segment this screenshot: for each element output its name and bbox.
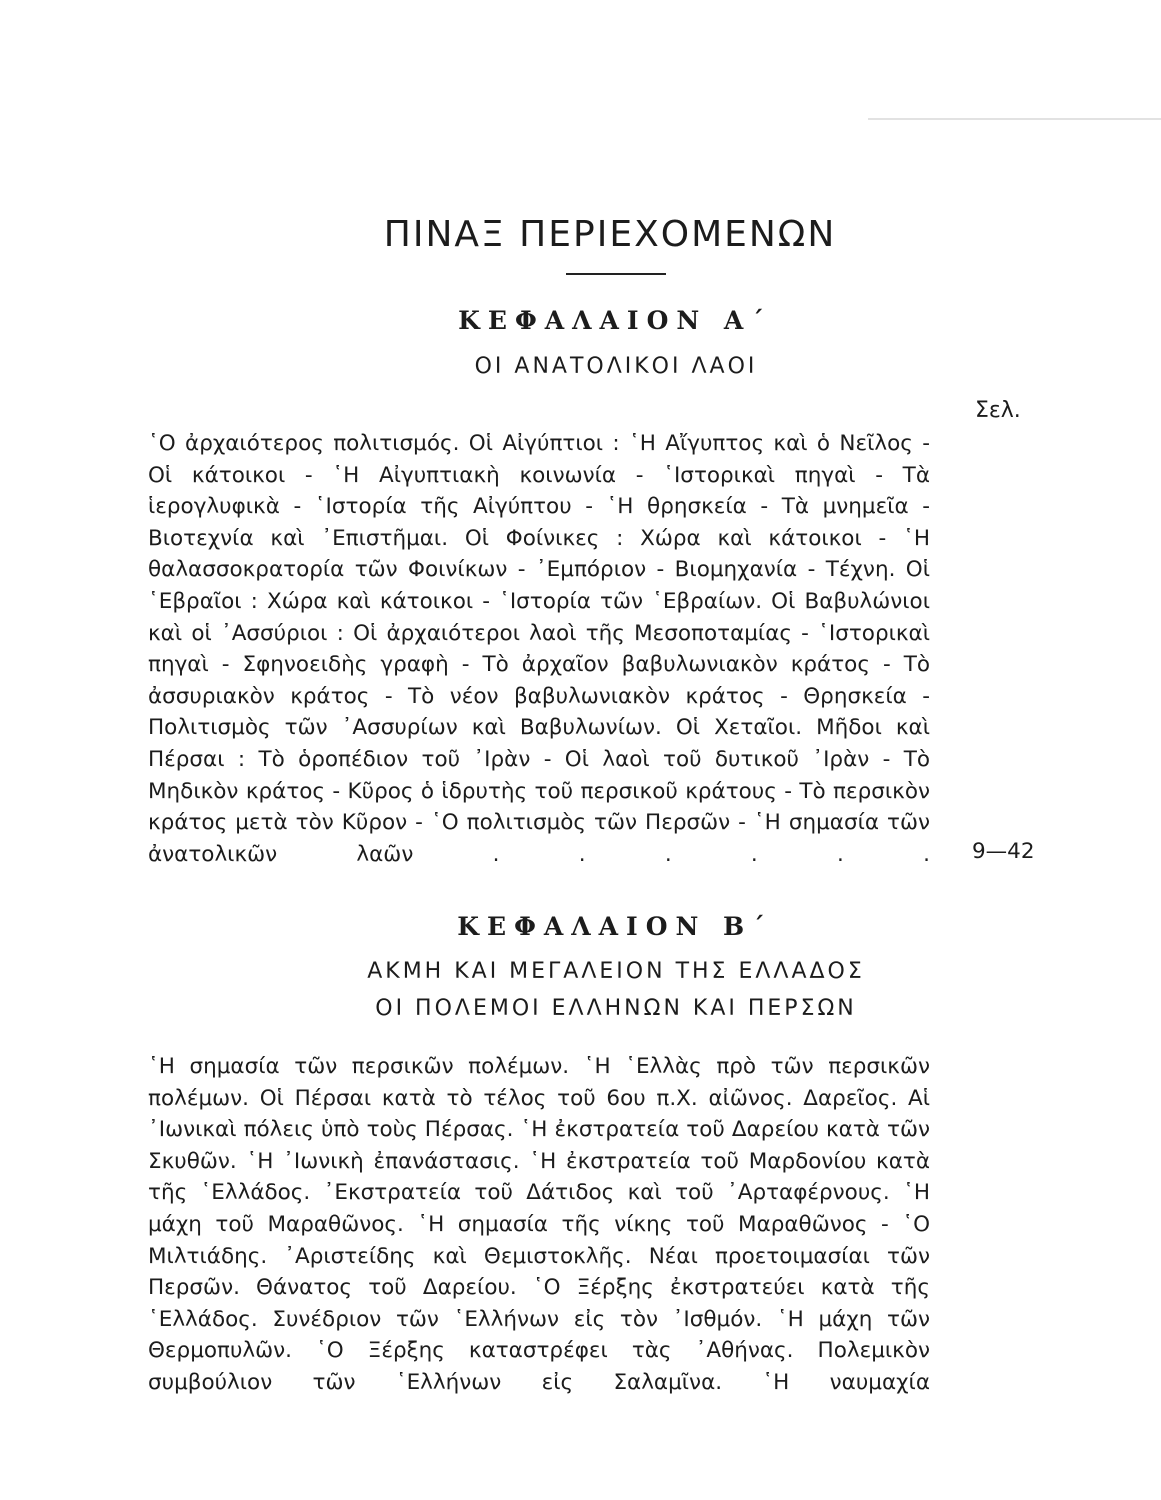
chapter-a-pages: 9—42 (972, 839, 1035, 864)
page-column-header: Σελ. (975, 398, 1021, 423)
chapter-a-label: ΚΕΦΑΛΑΙΟΝ Α΄ (458, 306, 772, 335)
chapter-b-label: ΚΕΦΑΛΑΙΟΝ Β΄ (457, 912, 773, 941)
page-title: ΠΙΝΑΞ ΠΕΡΙΕΧΟΜΕΝΩΝ (383, 214, 837, 255)
bleed-through-line (868, 118, 1161, 120)
chapter-a-title: ΟΙ ΑΝΑΤΟΛΙΚΟΙ ΛΑΟΙ (474, 354, 758, 379)
chapter-b-title: ΑΚΜΗ ΚΑΙ ΜΕΓΑΛΕΙΟΝ ΤΗΣ ΕΛΛΑΔΟΣ (367, 959, 865, 984)
title-rule (566, 273, 666, 275)
chapter-b-subtitle: ΟΙ ΠΟΛΕΜΟΙ ΕΛΛΗΝΩΝ ΚΑΙ ΠΕΡΣΩΝ (375, 996, 857, 1021)
chapter-b-contents: ῾Η σημασία τῶν περσικῶν πολέμων. ῾Η ῾Ελλὰς πρὸ τῶν περσικῶν πολέμων. Οἱ Πέρσαι κατὰ τὸ τέλος τοῦ 6ου π.Χ. αἰῶνος. Δαρεῖος. Αἱ ᾿Ιωνικαὶ πόλεις ὑπὸ τοὺς Πέρσας. ῾Η ἐκστρατεία τοῦ Δαρείου κατὰ τῶν Σκυθῶν. ῾Η ᾿Ιωνικὴ ἐπανάστασις. ῾Η ἐκστρατεία τοῦ Μαρδονίου κατὰ τῆς ῾Ελλάδος. ᾿Εκστρατεία τοῦ Δάτιδος καὶ τοῦ ᾿Αρταφέρνους. ῾Η μάχη τοῦ Μαραθῶνος. ῾Η σημασία τῆς νίκης τοῦ Μαραθῶνος - ῾Ο Μιλτιάδης. ᾿Αριστείδης καὶ Θεμιστοκλῆς. Νέαι προετοιμασίαι τῶν Περσῶν. Θάνατος τοῦ Δαρείου. ῾Ο Ξέρξης ἐκστρατεύει κατὰ τῆς ῾Ελλάδος. Συνέδριον τῶν ῾Ελλήνων εἰς τὸν ᾿Ισθμόν. ῾Η μάχη τῶν Θερμοπυλῶν. ῾Ο Ξέρξης καταστρέφει τὰς ᾿Αθήνας. Πολεμικὸν συμβούλιον τῶν ῾Ελλήνων εἰς Σαλαμῖνα. ῾Η ναυμαχία (148, 1054, 930, 1395)
chapter-a-contents: ῾Ο ἀρχαιότερος πολιτισμός. Οἱ Αἰγύπτιοι : ῾Η Αἴγυπτος καὶ ὁ Νεῖλος - Οἱ κάτοικοι - ῾Η Αἰγυπτιακὴ κοινωνία - ῾Ιστορικαὶ πηγαὶ - Τὰ ἱερογλυφικὰ - ῾Ιστορία τῆς Αἰγύπτου - ῾Η θρησκεία - Τὰ μνημεῖα - Βιοτεχνία καὶ ᾿Επιστῆμαι. Οἱ Φοίνικες : Χώρα καὶ κάτοικοι - ῾Η θαλασσοκρατορία τῶν Φοινίκων - ᾿Εμπόριον - Βιομηχανία - Τέχνη. Οἱ ῾Εβραῖοι : Χώρα καὶ κάτοικοι - ῾Ιστορία τῶν ῾Εβραίων. Οἱ Βαβυλώνιοι καὶ οἱ ᾿Ασσύριοι : Οἱ ἀρχαιότεροι λαοὶ τῆς Μεσοποταμίας - ῾Ιστορικαὶ πηγαὶ - Σφηνοειδὴς γραφὴ - Τὸ ἀρχαῖον βαβυλωνιακὸν κράτος - Τὸ ἀσσυριακὸν κράτος - Τὸ νέον βαβυλωνιακὸν κράτος - Θρησκεία - Πολιτισμὸς τῶν ᾿Ασσυρίων καὶ Βαβυλωνίων. Οἱ Χεταῖοι. Μῆδοι καὶ Πέρσαι : Τὸ ὁροπέδιον τοῦ ᾿Ιρὰν - Οἱ λαοὶ τοῦ δυτικοῦ ᾿Ιρὰν - Τὸ Μηδικὸν κράτος - Κῦρος ὁ ἱδρυτὴς τοῦ περσικοῦ κράτους - Τὸ περσικὸν κράτος μετὰ τὸν Κῦρον - ῾Ο πολιτισμὸς τῶν Περσῶν - ῾Η σημασία τῶν ἀνατολικῶν λαῶν . . . . . . (148, 431, 930, 867)
